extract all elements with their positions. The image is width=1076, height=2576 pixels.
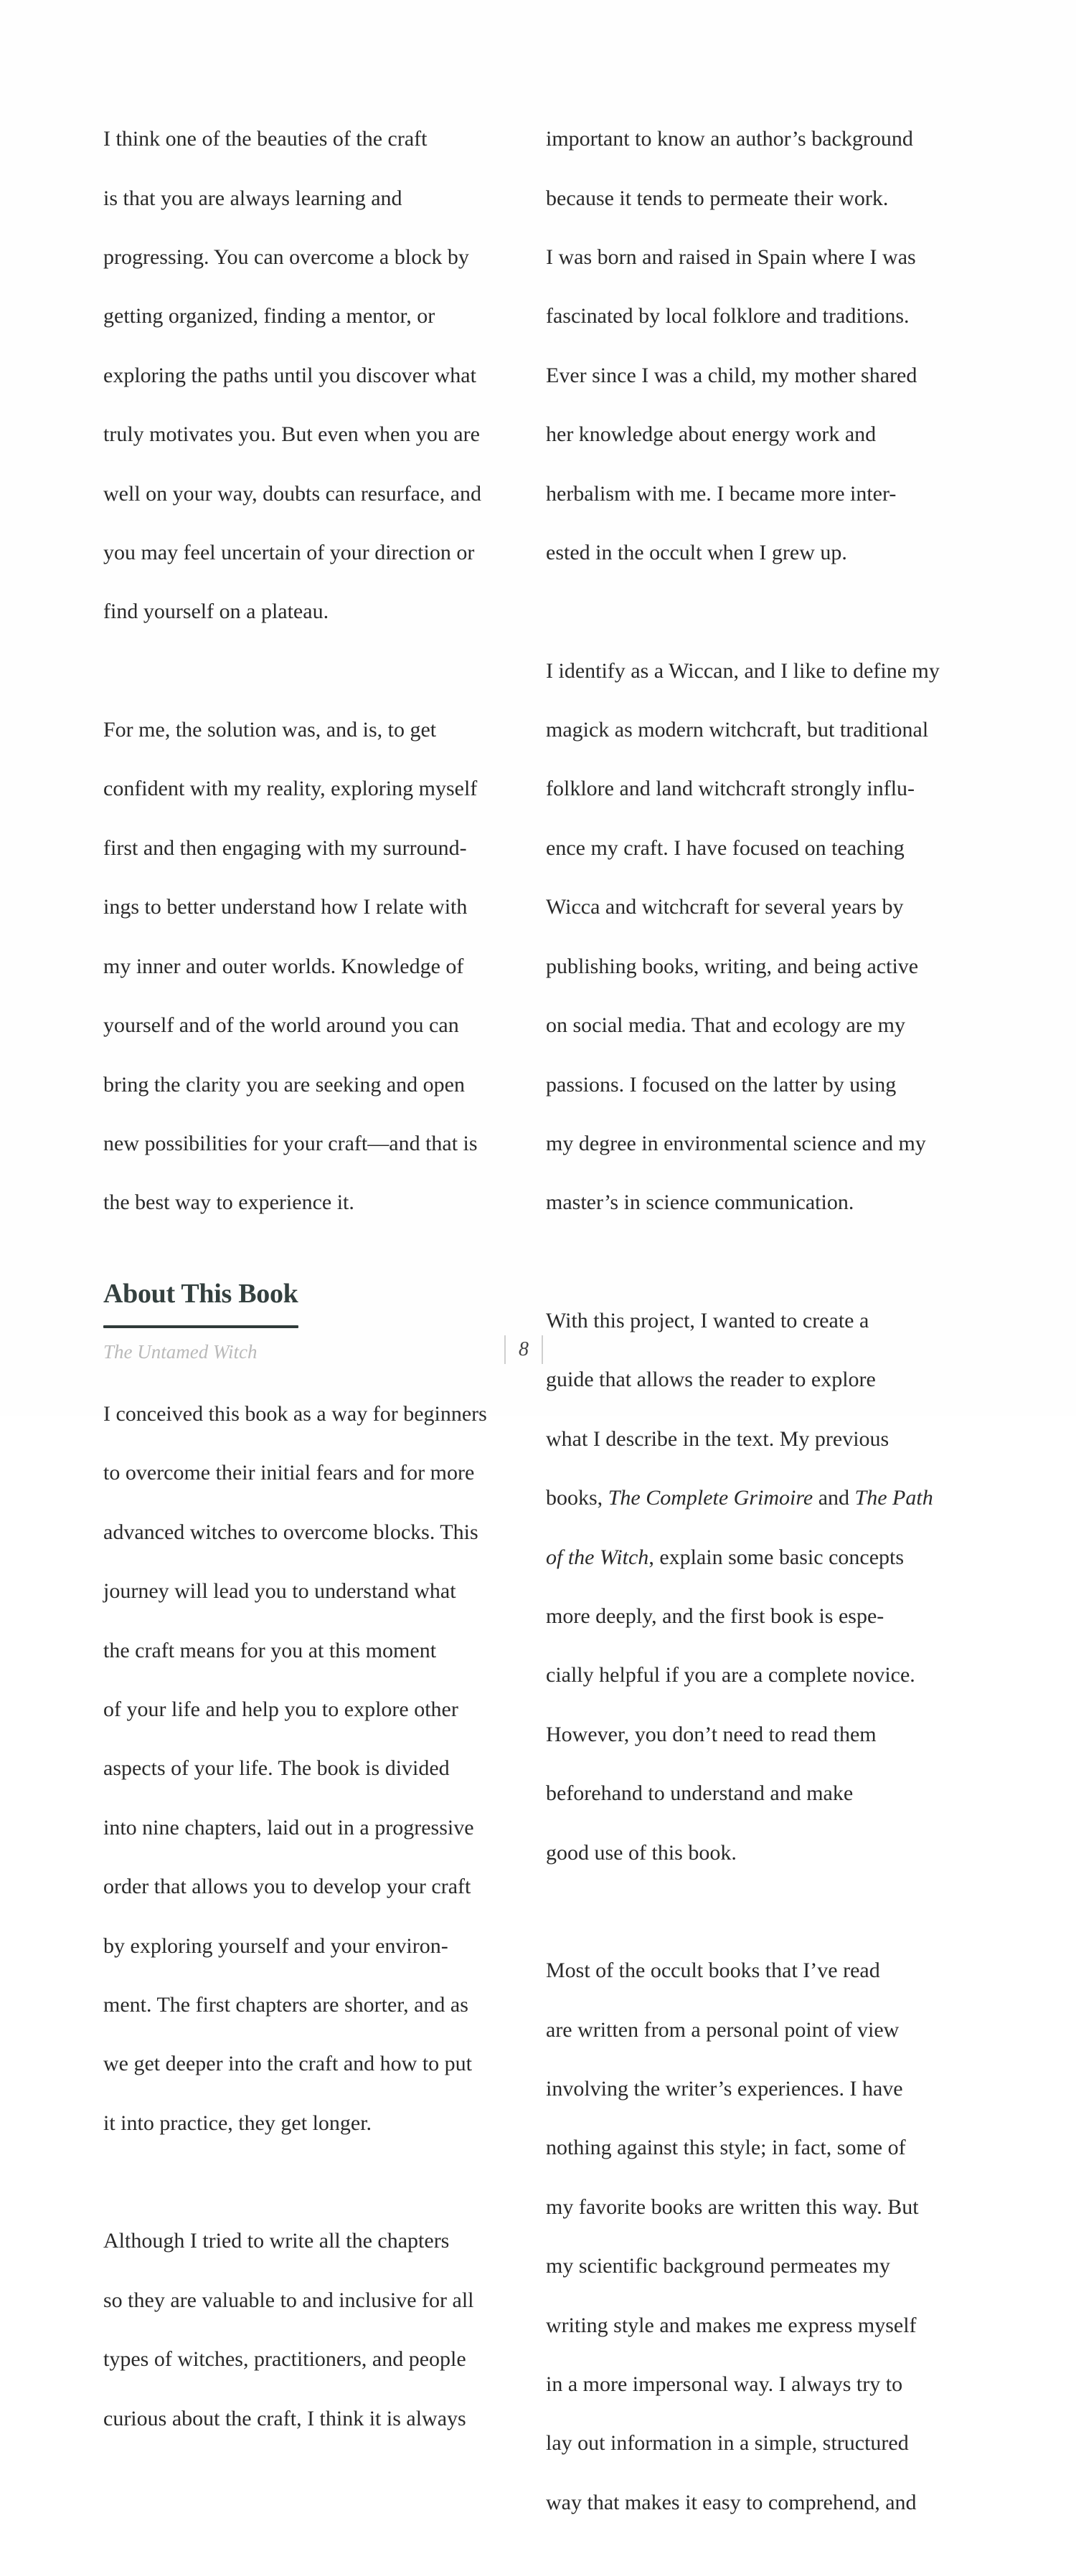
text-line: my degree in environmental science and my [546, 1131, 926, 1155]
text-line: writing style and makes me express myself [546, 2313, 917, 2337]
left-column [103, 95, 519, 2492]
page-number-box [504, 1335, 543, 1364]
text-line: my favorite books are written this way. But [546, 2194, 919, 2219]
right-column [546, 95, 962, 2576]
text-fragment: , explain some basic concepts [648, 1545, 905, 1569]
text-line: confident with my reality, exploring myself [103, 777, 478, 801]
text-line: ings to better understand how I relate with [103, 895, 468, 919]
text-line: my inner and outer worlds. Knowledge of [103, 954, 464, 978]
text-line: guide that allows the reader to explore [546, 1368, 876, 1392]
text-line [546, 1483, 962, 1512]
text-line: ment. The first chapters are shorter, and as [103, 1992, 468, 2017]
heading-rule [103, 1325, 298, 1328]
text-line: Although I tried to write all the chapters [103, 2229, 450, 2253]
text-line: truly motivates you. But even when you are [103, 422, 480, 447]
text-line: Ever since I was a child, my mother shared [546, 363, 917, 387]
text-line: we get deeper into the craft and how to put [103, 2052, 472, 2076]
section-heading: About This Book [103, 1278, 298, 1309]
text-line: exploring the paths until you discover what [103, 363, 476, 387]
text-line: master’s in science communication. [546, 1190, 854, 1215]
text-line: folklore and land witchcraft strongly influ- [546, 777, 915, 801]
text-line: herbalism with me. I became more inter- [546, 481, 897, 506]
text-line: For me, the solution was, and is, to get [103, 718, 437, 742]
text-line: more deeply, and the first book is espe- [546, 1604, 884, 1628]
text-line: curious about the craft, I think it is always [103, 2406, 466, 2430]
text-line: lay out information in a simple, structured [546, 2431, 909, 2456]
text-line: are written from a personal point of view [546, 2017, 900, 2042]
text-line: cially helpful if you are a complete novice. [546, 1663, 915, 1687]
text-line: in a more impersonal way. I always try to [546, 2372, 903, 2397]
text-line: new possibilities for your craft—and that is [103, 1131, 478, 1155]
paragraph [546, 95, 962, 597]
text-line: you may feel uncertain of your direction or [103, 541, 475, 565]
text-line: beforehand to understand and make [546, 1781, 854, 1806]
text-line: important to know an author’s background [546, 127, 913, 151]
text-line: so they are valuable to and inclusive for all [103, 2288, 474, 2312]
text-line: bring the clarity you are seeking and open [103, 1072, 465, 1097]
text-fragment: books, [546, 1486, 608, 1510]
text-line: aspects of your life. The book is divided [103, 1756, 450, 1781]
text-line: by exploring yourself and your environ- [103, 1933, 448, 1958]
text-line: because it tends to permeate their work. [546, 186, 889, 210]
text-line: find yourself on a plateau. [103, 600, 329, 624]
text-line: journey will lead you to understand what [103, 1579, 456, 1604]
text-line: on social media. That and ecology are my [546, 1013, 905, 1038]
text-line: ence my craft. I have focused on teaching [546, 835, 905, 860]
text-line: publishing books, writing, and being active [546, 954, 919, 978]
paragraph [103, 686, 519, 1247]
text-line [546, 1543, 962, 1572]
text-line: order that allows you to develop your craft [103, 1875, 471, 1899]
text-line: progressing. You can overcome a block by [103, 245, 469, 270]
page-number: 8 [519, 1338, 529, 1360]
book-title-complete-grimoire: The Complete Grimoire [608, 1486, 813, 1510]
text-line: is that you are always learning and [103, 186, 402, 210]
text-line: yourself and of the world around you can [103, 1013, 459, 1038]
footer-book-title: The Untamed Witch [103, 1341, 258, 1363]
text-line: getting organized, finding a mentor, or [103, 304, 435, 328]
paragraph [546, 1926, 962, 2547]
book-title-path-of-the-witch: The Path [854, 1486, 933, 1510]
text-line: to overcome their initial fears and for more [103, 1461, 475, 1485]
paragraph [103, 95, 519, 656]
text-line: I identify as a Wiccan, and I like to define my [546, 658, 940, 683]
page-number-divider-right [542, 1335, 543, 1364]
text-line: Wicca and witchcraft for several years by [546, 895, 904, 919]
text-fragment: and [813, 1486, 855, 1510]
paragraph [546, 1277, 962, 1897]
text-line: I think one of the beauties of the craft [103, 127, 428, 151]
text-line: way that makes it easy to comprehend, and [546, 2490, 917, 2514]
text-line: involving the writer’s experiences. I have [546, 2077, 903, 2101]
text-line: my scientific background permeates my [546, 2254, 890, 2278]
text-line: I conceived this book as a way for beginners [103, 1401, 487, 1426]
text-line: good use of this book. [546, 1840, 737, 1865]
paragraph [546, 626, 962, 1246]
text-line: I was born and raised in Spain where I was [546, 245, 916, 270]
text-line: what I describe in the text. My previous [546, 1426, 889, 1451]
paragraph [103, 1370, 519, 2167]
book-title-path-of-the-witch-cont: of the Witch [546, 1545, 649, 1569]
paragraph [103, 2197, 519, 2463]
text-line: However, you don’t need to read them [546, 1722, 877, 1746]
text-line: ested in the occult when I grew up. [546, 541, 847, 565]
text-line: it into practice, they get longer. [103, 2111, 372, 2135]
text-line: passions. I focused on the latter by using [546, 1072, 897, 1097]
page-number-divider-left [504, 1335, 506, 1364]
text-line: advanced witches to overcome blocks. This [103, 1520, 478, 1544]
text-line: magick as modern witchcraft, but traditional [546, 718, 929, 742]
text-line: nothing against this style; in fact, some of [546, 2136, 906, 2160]
text-line: Most of the occult books that I’ve read [546, 1959, 880, 1983]
text-line: fascinated by local folklore and traditions. [546, 304, 910, 328]
text-line: well on your way, doubts can resurface, and [103, 481, 482, 506]
text-line: into nine chapters, laid out in a progressive [103, 1815, 474, 1839]
text-line: first and then engaging with my surround- [103, 835, 467, 860]
text-line: types of witches, practitioners, and people [103, 2347, 466, 2372]
text-line: of your life and help you to explore other [103, 1697, 458, 1721]
text-line: the best way to experience it. [103, 1190, 354, 1215]
text-line: her knowledge about energy work and [546, 422, 877, 447]
text-line: With this project, I wanted to create a [546, 1308, 869, 1332]
text-line: the craft means for you at this moment [103, 1638, 437, 1662]
